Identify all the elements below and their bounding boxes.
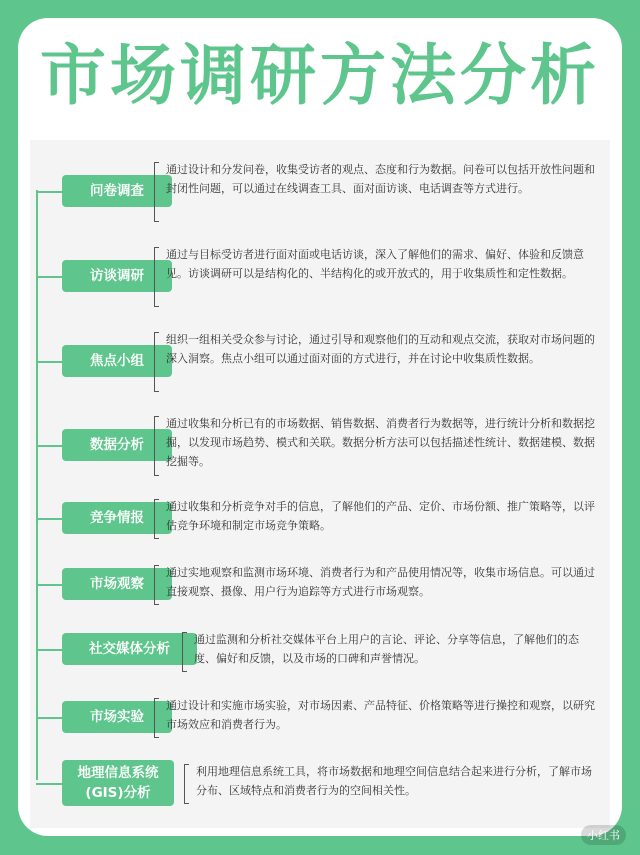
tree-branch [36, 717, 62, 719]
tree-branch [36, 518, 62, 520]
method-label: 焦点小组 [62, 345, 172, 377]
tree-spine [36, 190, 38, 780]
bracket-line [182, 632, 187, 672]
method-description: 通过收集和分析竞争对手的信息，了解他们的产品、定价、市场份额、推广策略等，以评估竞争环境和制定市场竞争策略。 [166, 500, 595, 532]
method-description: 通过收集和分析已有的市场数据、销售数据、消费者行为数据等，进行统计分析和数据挖掘，以发现市场趋势、模式和关联。数据分析方法可以包括描述性统计、数据建模、数据挖掘等。 [166, 417, 595, 468]
method-label: 市场实验 [62, 701, 172, 733]
bracket-line [154, 698, 159, 738]
method-description: 利用地理信息系统工具，将市场数据和地理空间信息结合起来进行分析，了解市场分布、区域特点和消费者行为的空间相关性。 [196, 765, 592, 797]
method-label: 访谈调研 [62, 260, 172, 292]
tree-branch [36, 584, 62, 586]
tree-branch [36, 191, 62, 193]
tree-branch [36, 361, 62, 363]
method-description: 通过设计和分发问卷，收集受访者的观点、态度和行为数据。问卷可以包括开放性问题和封闭性问题，可以通过在线调查工具、面对面访谈、电话调查等方式进行。 [166, 163, 595, 195]
tree-branch [36, 276, 62, 278]
page-title: 市场调研方法分析 [40, 37, 600, 114]
method-description: 组织一组相关受众参与讨论，通过引导和观察他们的互动和观点交流，获取对市场问题的深入洞察。焦点小组可以通过面对面的方式进行，并在讨论中收集质性数据。 [166, 333, 595, 365]
method-label: 数据分析 [62, 429, 172, 461]
tree-branch [36, 445, 62, 447]
method-description: 通过设计和实施市场实验，对市场因素、产品特征、价格策略等进行操控和观察，以研究市场效应和消费者行为。 [166, 699, 595, 731]
bracket-line [154, 247, 159, 307]
method-label: 竞争情报 [62, 502, 172, 534]
method-label: 地理信息系统(GIS)分析 [62, 760, 174, 806]
bracket-line [154, 416, 159, 476]
watermark-logo: 小红书 [581, 825, 626, 845]
bracket-line [154, 332, 159, 392]
tree-branch [36, 783, 62, 785]
method-label: 市场观察 [62, 568, 172, 600]
method-description: 通过监测和分析社交媒体平台上用户的言论、评论、分享等信息，了解他们的态度、偏好和反馈，以及市场的口碑和声誉情况。 [194, 633, 579, 665]
method-description: 通过实地观察和监测市场环境、消费者行为和产品使用情况等，收集市场信息。可以通过直接观察、摄像、用户行为追踪等方式进行市场观察。 [166, 566, 595, 598]
method-label: 问卷调查 [62, 175, 172, 207]
bracket-line [184, 764, 189, 804]
method-label: 社交媒体分析 [62, 633, 197, 665]
method-description: 通过与目标受访者进行面对面或电话访谈，深入了解他们的需求、偏好、体验和反馈意见。访谈调研可以是结构化的、半结构化的或开放式的，用于收集质性和定性数据。 [166, 248, 584, 280]
tree-branch [36, 649, 62, 651]
bracket-line [154, 499, 159, 539]
bracket-line [154, 565, 159, 605]
bracket-line [154, 162, 159, 222]
